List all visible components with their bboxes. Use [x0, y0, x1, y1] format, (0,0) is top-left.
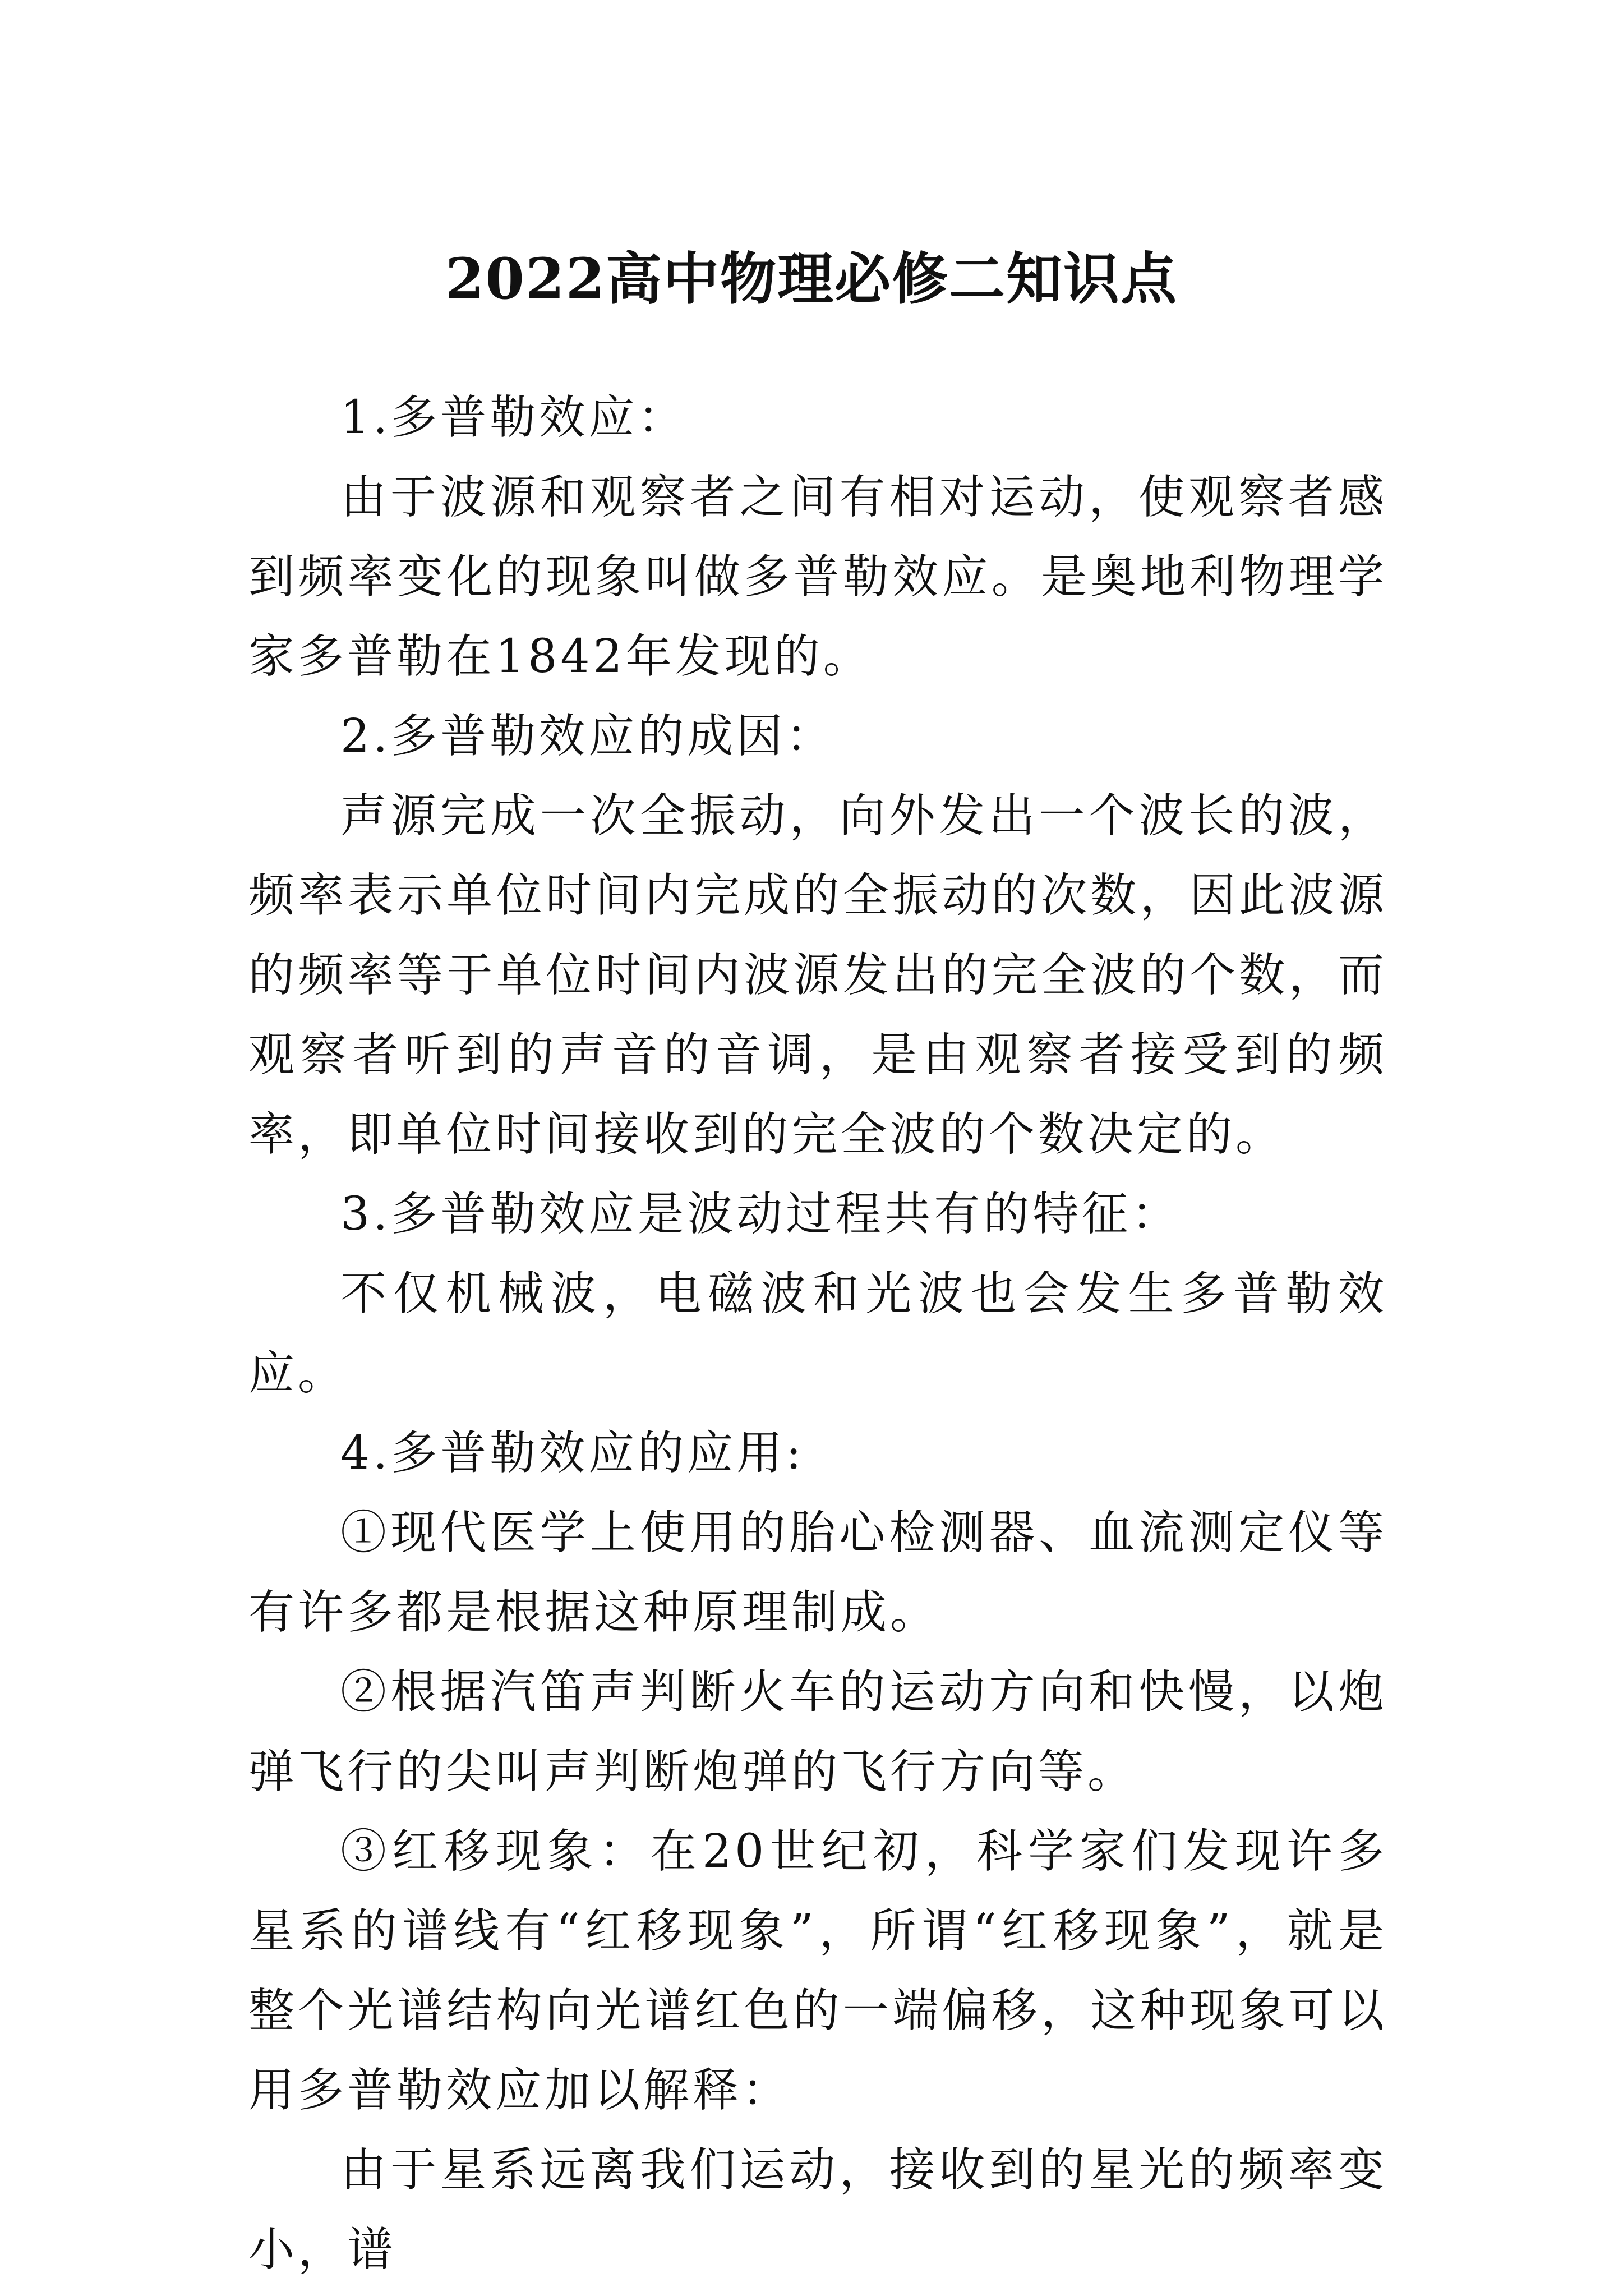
section-heading-doppler-effect: 1.多普勒效应：	[340, 391, 688, 444]
section-heading-doppler-feature: 3.多普勒效应是波动过程共有的特征：	[340, 1188, 1181, 1241]
paragraph-doppler-feature: 不仅机械波，电磁波和光波也会发生多普勒效应。	[248, 1267, 1387, 1400]
paragraph-doppler-definition: 由于波源和观察者之间有相对运动，使观察者感到频率变化的现象叫做多普勒效应。是奥地利物理学家多普勒在1842年发现的。	[248, 471, 1387, 683]
document-title: 2022高中物理必修二知识点	[445, 246, 1178, 312]
document-body	[248, 378, 1387, 2290]
paragraph-application-train: ②根据汽笛声判断火车的运动方向和快慢，以炮弹飞行的尖叫声判断炮弹的飞行方向等。	[248, 1665, 1387, 1798]
paragraph-application-medical: ①现代医学上使用的胎心检测器、血流测定仪等有许多都是根据这种原理制成。	[248, 1506, 1387, 1639]
paragraph-doppler-cause: 声源完成一次全振动，向外发出一个波长的波，频率表示单位时间内完成的全振动的次数，因此波源的频率等于单位时间内波源发出的完全波的个数，而观察者听到的声音的音调，是由观察者接受到的频率，即单位时间接收到的完全波的个数决定的。	[248, 789, 1387, 1161]
section-heading-doppler-applications: 4.多普勒效应的应用:	[340, 1427, 805, 1480]
section-heading-doppler-cause: 2.多普勒效应的成因：	[340, 710, 836, 763]
paragraph-application-redshift: ③红移现象：在20世纪初，科学家们发现许多星系的谱线有“红移现象”，所谓“红移现象”，就是整个光谱结构向光谱红色的一端偏移，这种现象可以用多普勒效应加以解释：	[248, 1825, 1387, 2117]
paragraph-redshift-explanation: 由于星系远离我们运动，接收到的星光的频率变小，谱	[248, 2143, 1387, 2276]
